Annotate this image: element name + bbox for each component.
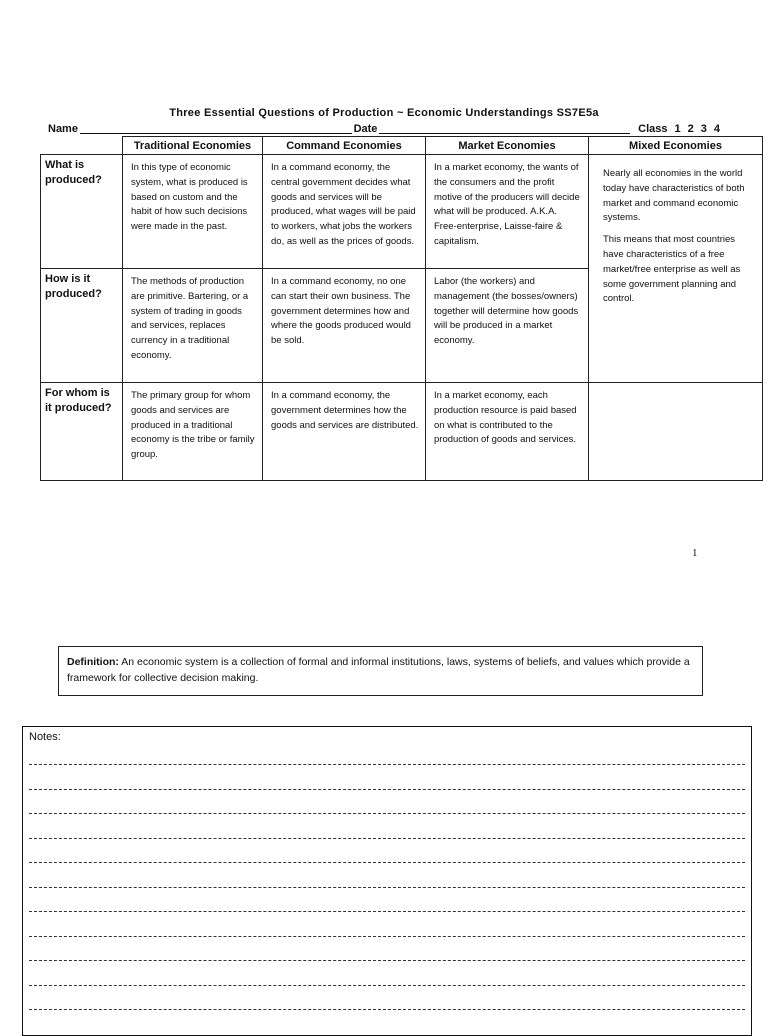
notes-line[interactable]: [29, 789, 745, 790]
notes-line[interactable]: [29, 985, 745, 986]
mixed-economies-cell: [589, 155, 763, 383]
class-option-3[interactable]: 3: [700, 123, 707, 135]
class-option-4[interactable]: 4: [713, 123, 720, 135]
notes-line[interactable]: [29, 764, 745, 765]
row-question: What is produced?: [41, 155, 123, 269]
table-row: [41, 383, 763, 481]
definition-box: [58, 646, 703, 696]
definition-text: An economic system is a collection of formal and informal institutions, laws, systems of beliefs, and values which provide a framework for collective decision making.: [67, 656, 690, 684]
command-cell: In a command economy, the central government decides what goods and services will be produced, what wages will be paid to workers, what jobs the workers do, as well as the prices of goods.: [263, 155, 426, 269]
command-cell: In a command economy, the government determines how the goods and services are distributed.: [263, 383, 426, 481]
traditional-cell: The primary group for whom goods and services are produced in a traditional economy is the tribe or family group.: [123, 383, 263, 481]
notes-line[interactable]: [29, 813, 745, 814]
name-field[interactable]: [80, 123, 352, 134]
market-cell: Labor (the workers) and management (the bosses/owners) together will determine how goods will be produced in a market economy.: [426, 269, 589, 383]
notes-label: Notes:: [29, 731, 61, 743]
column-header-mixed: Mixed Economies: [589, 137, 763, 155]
traditional-cell: The methods of production are primitive. Bartering, or a system of trading in goods and services, replaces currency in a traditional economy.: [123, 269, 263, 383]
table-row: [41, 155, 763, 269]
class-option-1[interactable]: 1: [674, 123, 681, 135]
market-cell: In a market economy, the wants of the consumers and the profit motive of the producers will decide what will be produced. A.K.A. Free-enterprise, Laisse-faire & capitalism.: [426, 155, 589, 269]
corner-cell: [41, 137, 123, 155]
class-selector: [632, 123, 720, 135]
name-label: Name: [48, 123, 78, 135]
notes-line[interactable]: [29, 911, 745, 912]
notes-line[interactable]: [29, 936, 745, 937]
name-date-class-line: [48, 123, 720, 135]
column-header-market: Market Economies: [426, 137, 589, 155]
notes-line[interactable]: [29, 838, 745, 839]
row-question: How is it produced?: [41, 269, 123, 383]
notes-box[interactable]: [22, 726, 752, 1036]
date-field[interactable]: [379, 123, 630, 134]
column-header-command: Command Economies: [263, 137, 426, 155]
empty-mixed-cell: [589, 383, 763, 481]
mixed-paragraph: Nearly all economies in the world today have characteristics of both market and command economic systems.: [603, 168, 745, 224]
class-label: Class: [638, 123, 668, 135]
market-cell: In a market economy, each production resource is paid based on what is contributed to the production of goods and services.: [426, 383, 589, 481]
command-cell: In a command economy, no one can start their own business. The government determines how and where the goods produced would be sold.: [263, 269, 426, 383]
mixed-paragraph: This means that most countries have characteristics of a free market/free enterprise as well as some government planning and control.: [603, 234, 741, 305]
definition-label: Definition:: [67, 656, 119, 668]
table-header-row: [41, 137, 763, 155]
column-header-traditional: Traditional Economies: [123, 137, 263, 155]
class-option-2[interactable]: 2: [687, 123, 694, 135]
notes-line[interactable]: [29, 887, 745, 888]
notes-line[interactable]: [29, 1009, 745, 1010]
row-question: For whom is it produced?: [41, 383, 123, 481]
page-title: Three Essential Questions of Production ~ Economic Understandings SS7E5a: [169, 107, 599, 119]
notes-line[interactable]: [29, 960, 745, 961]
page-number: 1: [692, 547, 698, 559]
date-label: Date: [353, 123, 378, 135]
economies-table: [40, 136, 763, 481]
traditional-cell: In this type of economic system, what is produced is based on custom and the habit of how such decisions were made in the past.: [123, 155, 263, 269]
notes-line[interactable]: [29, 862, 745, 863]
